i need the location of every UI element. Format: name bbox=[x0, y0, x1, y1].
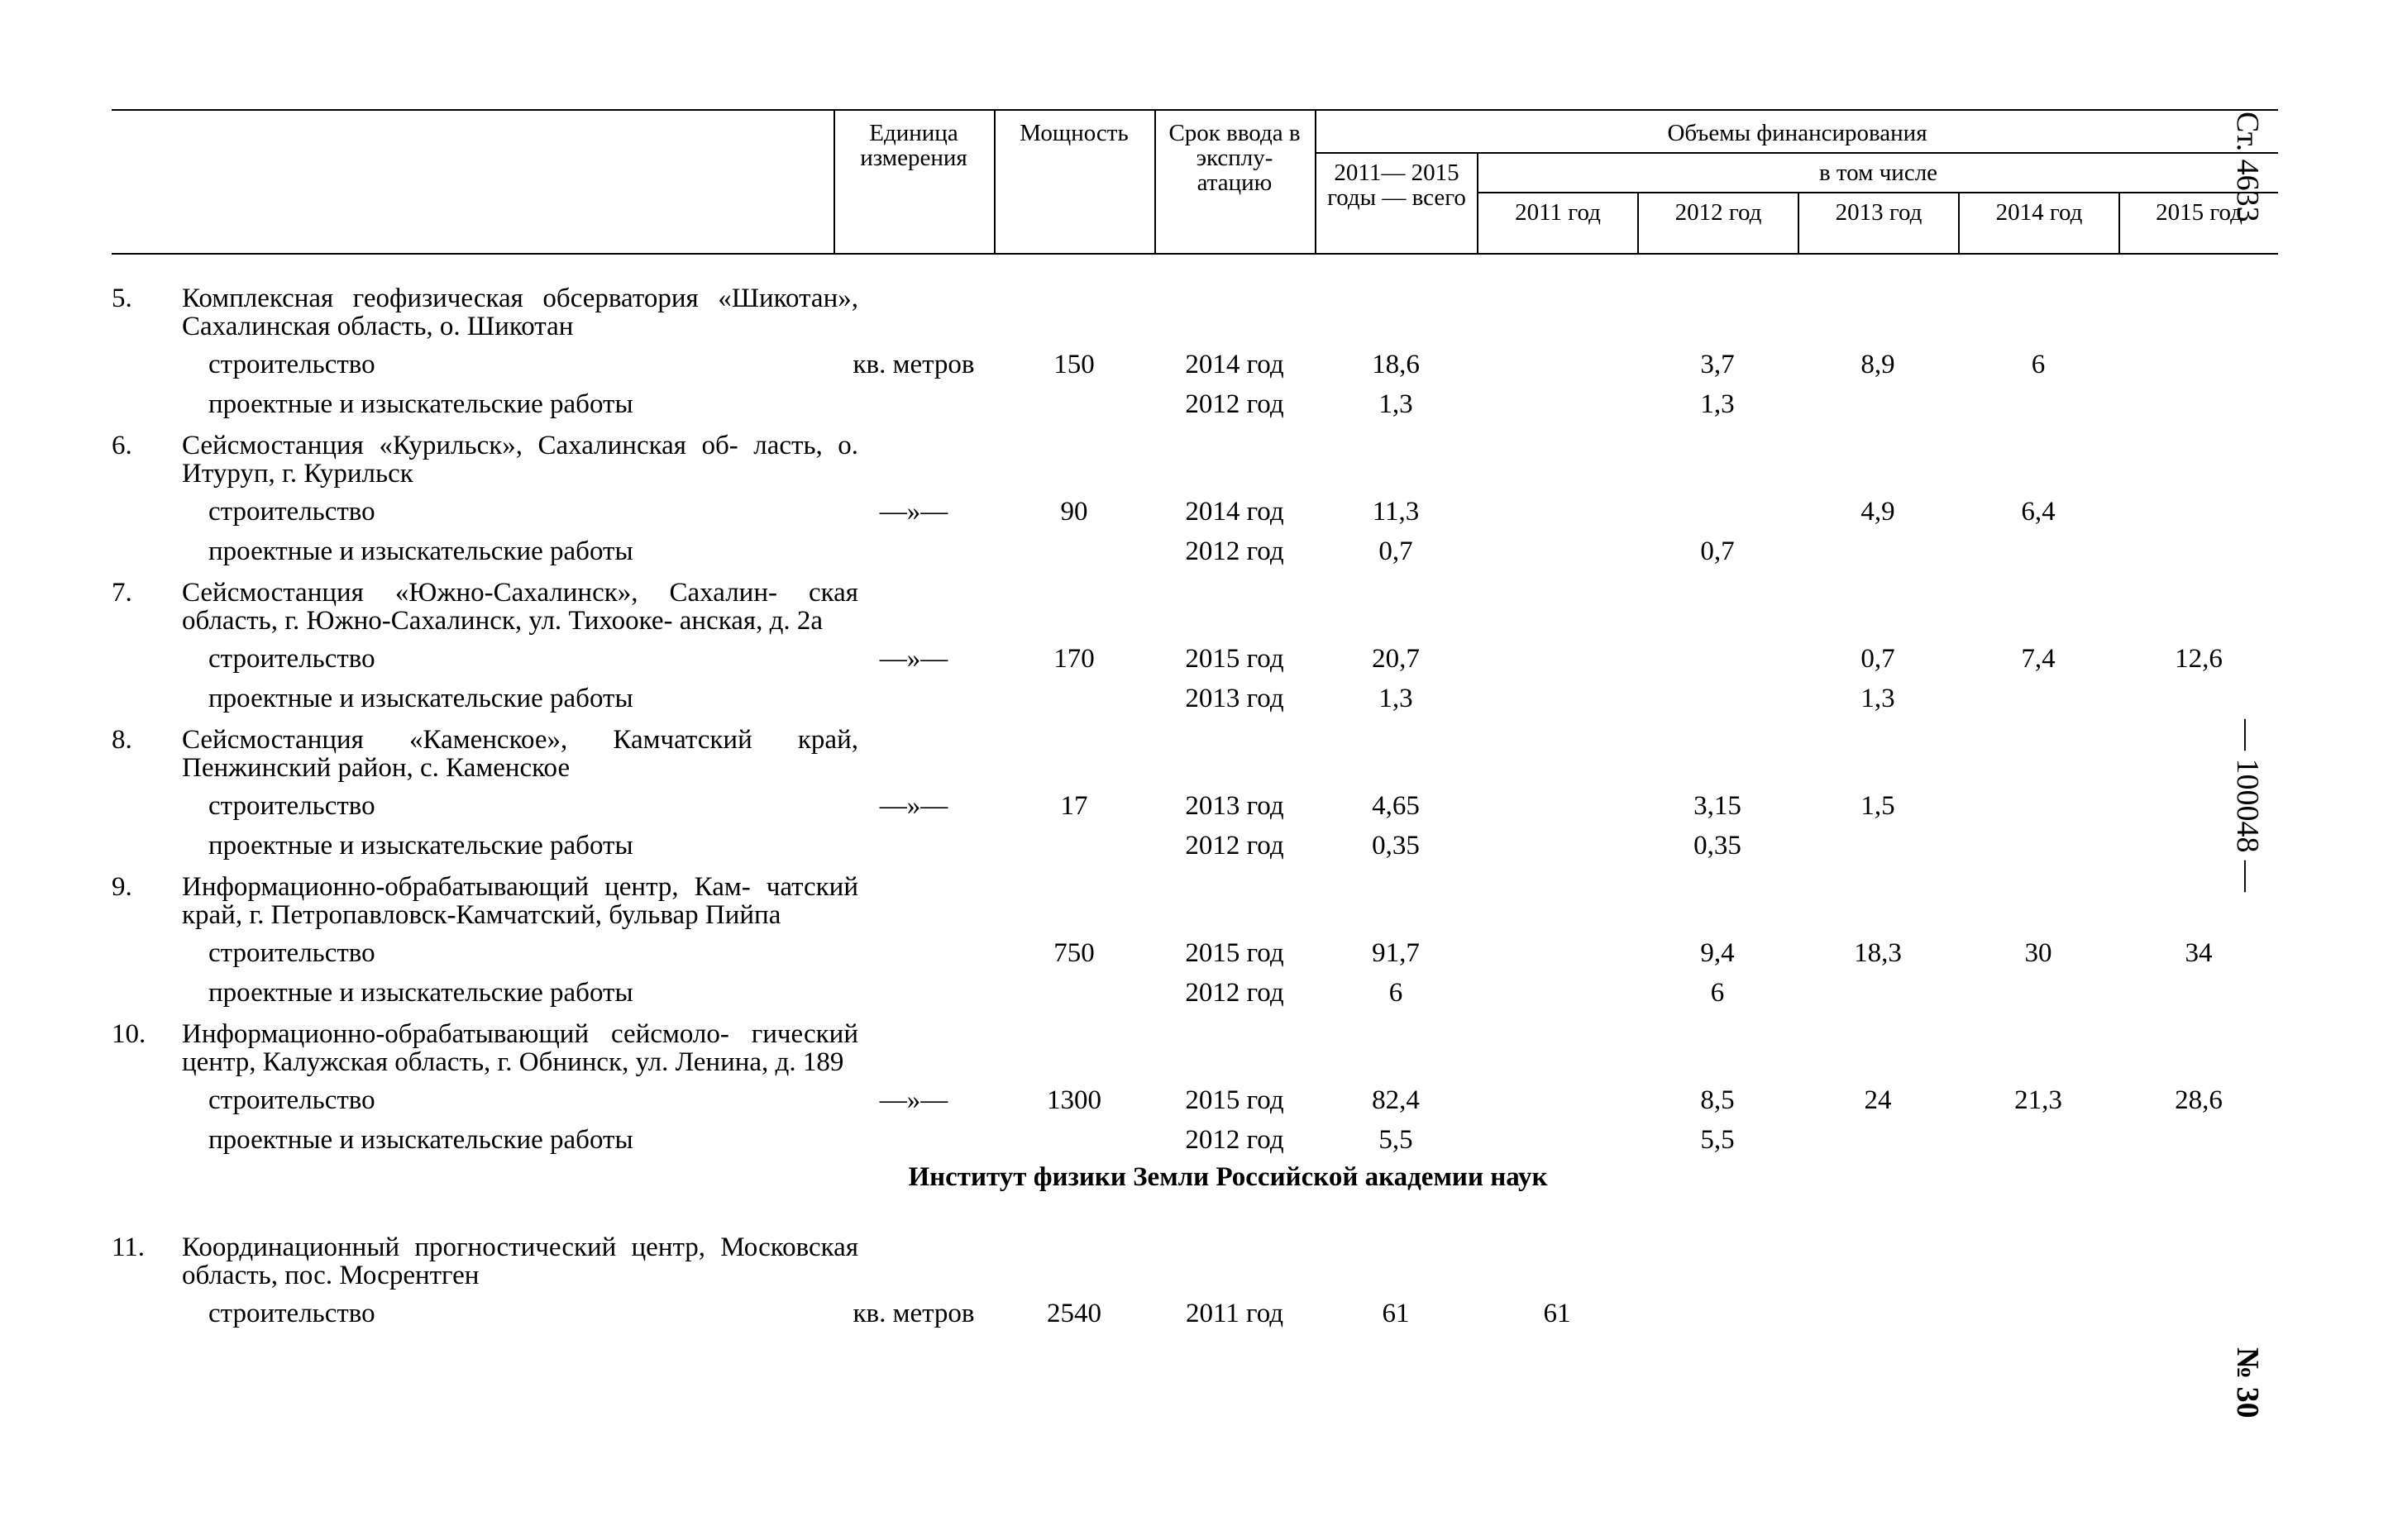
header-divider bbox=[833, 111, 835, 253]
cell-y2014: 21,3 bbox=[2014, 1085, 2062, 1115]
cell-term: 2012 год bbox=[1185, 536, 1284, 566]
work-type-label: проектные и изыскательские работы bbox=[208, 536, 633, 566]
work-type-label: проектные и изыскательские работы bbox=[208, 831, 633, 861]
item-number: 7. bbox=[112, 578, 132, 608]
table-row bbox=[112, 346, 2278, 385]
cell-term: 2014 год bbox=[1185, 350, 1284, 379]
header-year-2012: 2012 год bbox=[1674, 199, 1762, 226]
cell-total: 0,35 bbox=[1372, 831, 1420, 861]
header-total: 2011— 2015 годы — всего bbox=[1327, 160, 1466, 211]
item-name: Сейсмостанция «Южно-Сахалинск», Сахалин- ская область, г. Южно-Сахалинск, ул. Тихооке- анская, д. 2а bbox=[182, 578, 858, 636]
table-row bbox=[112, 934, 2278, 974]
cell-unit: кв. метров bbox=[853, 1299, 975, 1328]
cell-total: 4,65 bbox=[1372, 791, 1420, 821]
table-body bbox=[112, 278, 2278, 1334]
cell-total: 1,3 bbox=[1378, 684, 1413, 713]
work-type-label: строительство bbox=[208, 938, 375, 968]
cell-y2012: 5,5 bbox=[1700, 1125, 1735, 1155]
cell-y2012: 1,3 bbox=[1700, 389, 1735, 419]
header-year-2011: 2011 год bbox=[1515, 199, 1601, 226]
work-type-label: строительство bbox=[208, 1299, 375, 1328]
table-row bbox=[112, 493, 2278, 532]
list-item bbox=[112, 866, 2278, 934]
work-type-label: проектные и изыскательские работы bbox=[208, 389, 633, 419]
cell-y2012: 0,7 bbox=[1700, 536, 1735, 566]
table-row bbox=[112, 385, 2278, 425]
cell-y2011: 61 bbox=[1543, 1299, 1571, 1328]
cell-y2012: 3,7 bbox=[1700, 350, 1735, 379]
header-year-2013: 2013 год bbox=[1835, 199, 1923, 226]
cell-y2012: 6 bbox=[1710, 978, 1725, 1008]
header-year-2014: 2014 год bbox=[1995, 199, 2083, 226]
cell-y2012: 3,15 bbox=[1693, 791, 1741, 821]
list-item bbox=[112, 425, 2278, 493]
cell-capacity: 750 bbox=[1053, 938, 1095, 968]
item-number: 5. bbox=[112, 284, 132, 313]
header-rule bbox=[1477, 192, 2278, 193]
cell-term: 2015 год bbox=[1185, 644, 1284, 674]
cell-total: 5,5 bbox=[1378, 1125, 1413, 1155]
header-year-2015: 2015 год bbox=[2156, 199, 2243, 226]
cell-y2012: 0,35 bbox=[1693, 831, 1741, 861]
cell-y2012: 8,5 bbox=[1700, 1085, 1735, 1115]
cell-term: 2013 год bbox=[1185, 684, 1284, 713]
header-divider bbox=[994, 111, 996, 253]
cell-unit: —»— bbox=[879, 644, 948, 674]
table-row bbox=[112, 1121, 2278, 1161]
header-funding: Объемы финансирования bbox=[1667, 120, 1927, 146]
cell-y2014: 7,4 bbox=[2021, 644, 2056, 674]
table-row bbox=[112, 787, 2278, 827]
cell-term: 2012 год bbox=[1185, 1125, 1284, 1155]
work-type-label: строительство bbox=[208, 644, 375, 674]
table-row bbox=[112, 827, 2278, 866]
cell-y2013: 1,5 bbox=[1860, 791, 1895, 821]
cell-capacity: 150 bbox=[1053, 350, 1095, 379]
table-row bbox=[112, 974, 2278, 1013]
document-number: — 100048 — bbox=[2230, 719, 2265, 892]
cell-term: 2011 год bbox=[1185, 1299, 1284, 1328]
cell-total: 91,7 bbox=[1372, 938, 1420, 968]
item-name: Комплексная геофизическая обсерватория «Шикотан», Сахалинская область, о. Шикотан bbox=[182, 284, 858, 341]
list-item bbox=[112, 1013, 2278, 1081]
cell-capacity: 1300 bbox=[1047, 1085, 1101, 1115]
cell-y2014: 6 bbox=[2031, 350, 2046, 379]
header-divider bbox=[1154, 111, 1156, 253]
cell-term: 2014 год bbox=[1185, 497, 1284, 527]
cell-total: 1,3 bbox=[1378, 389, 1413, 419]
cell-term: 2012 год bbox=[1185, 831, 1284, 861]
header-capacity: Мощность bbox=[1020, 120, 1129, 146]
item-name: Сейсмостанция «Курильск», Сахалинская об- ласть, о. Итуруп, г. Курильск bbox=[182, 431, 858, 489]
item-number: 8. bbox=[112, 725, 132, 755]
header-including: в том числе bbox=[1818, 160, 1938, 186]
cell-y2015: 28,6 bbox=[2175, 1085, 2223, 1115]
cell-y2013: 24 bbox=[1864, 1085, 1892, 1115]
work-type-label: проектные и изыскательские работы bbox=[208, 684, 633, 713]
cell-y2013: 0,7 bbox=[1860, 644, 1895, 674]
cell-y2013: 8,9 bbox=[1860, 350, 1895, 379]
list-item bbox=[112, 572, 2278, 640]
item-number: 11. bbox=[112, 1232, 146, 1262]
item-name: Информационно-обрабатывающий сейсмоло- гический центр, Калужская область, г. Обнинск, ул. Ленина, д. 189 bbox=[182, 1019, 858, 1077]
item-name: Информационно-обрабатывающий центр, Кам- чатский край, г. Петропавловск-Камчатский, бульвар Пийпа bbox=[182, 872, 858, 930]
table-row bbox=[112, 1294, 2278, 1334]
cell-total: 18,6 bbox=[1372, 350, 1420, 379]
cell-total: 61 bbox=[1382, 1299, 1410, 1328]
cell-unit: кв. метров bbox=[853, 350, 975, 379]
list-item bbox=[112, 719, 2278, 787]
page-number: Ст. 4633 bbox=[2230, 112, 2265, 222]
cell-y2014: 6,4 bbox=[2021, 497, 2056, 527]
cell-capacity: 2540 bbox=[1047, 1299, 1101, 1328]
list-item bbox=[112, 278, 2278, 346]
cell-unit: —»— bbox=[879, 1085, 948, 1115]
cell-capacity: 90 bbox=[1060, 497, 1088, 527]
work-type-label: строительство bbox=[208, 791, 375, 821]
cell-total: 11,3 bbox=[1372, 497, 1420, 527]
cell-capacity: 17 bbox=[1060, 791, 1088, 821]
cell-y2013: 18,3 bbox=[1854, 938, 1902, 968]
cell-term: 2012 год bbox=[1185, 389, 1284, 419]
header-rule bbox=[1315, 152, 2278, 154]
cell-y2015: 34 bbox=[2185, 938, 2213, 968]
table-header bbox=[112, 109, 2278, 255]
cell-y2013: 4,9 bbox=[1860, 497, 1895, 527]
item-number: 9. bbox=[112, 872, 132, 902]
cell-unit: —»— bbox=[879, 791, 948, 821]
cell-total: 20,7 bbox=[1372, 644, 1420, 674]
cell-unit: —»— bbox=[879, 497, 948, 527]
cell-total: 82,4 bbox=[1372, 1085, 1420, 1115]
work-type-label: проектные и изыскательские работы bbox=[208, 978, 633, 1008]
work-type-label: строительство bbox=[208, 497, 375, 527]
work-type-label: проектные и изыскательские работы bbox=[208, 1125, 633, 1155]
table-row bbox=[112, 532, 2278, 572]
list-item bbox=[112, 1227, 2278, 1294]
header-term: Срок ввода в эксплу- атацию bbox=[1168, 120, 1301, 196]
cell-term: 2015 год bbox=[1185, 938, 1284, 968]
work-type-label: строительство bbox=[208, 350, 375, 379]
cell-term: 2015 год bbox=[1185, 1085, 1284, 1115]
table-row bbox=[112, 1081, 2278, 1121]
header-unit: Единица измерения bbox=[860, 120, 967, 171]
cell-capacity: 170 bbox=[1053, 644, 1095, 674]
section-title: Институт физики Земли Российской академии наук bbox=[908, 1162, 1548, 1192]
cell-term: 2012 год bbox=[1185, 978, 1284, 1008]
item-name: Координационный прогностический центр, Московская область, пос. Мосрентген bbox=[182, 1232, 858, 1290]
cell-y2012: 9,4 bbox=[1700, 938, 1735, 968]
item-name: Сейсмостанция «Каменское», Камчатский край, Пенжинский район, с. Каменское bbox=[182, 725, 858, 783]
cell-term: 2013 год bbox=[1185, 791, 1284, 821]
cell-y2015: 12,6 bbox=[2175, 644, 2223, 674]
issue-number: № 30 bbox=[2230, 1347, 2265, 1418]
item-number: 10. bbox=[112, 1019, 146, 1049]
work-type-label: строительство bbox=[208, 1085, 375, 1115]
cell-y2014: 30 bbox=[2024, 938, 2052, 968]
cell-total: 6 bbox=[1388, 978, 1403, 1008]
cell-y2013: 1,3 bbox=[1860, 684, 1895, 713]
item-number: 6. bbox=[112, 431, 132, 460]
table-row bbox=[112, 640, 2278, 679]
cell-total: 0,7 bbox=[1378, 536, 1413, 566]
table-row bbox=[112, 679, 2278, 719]
